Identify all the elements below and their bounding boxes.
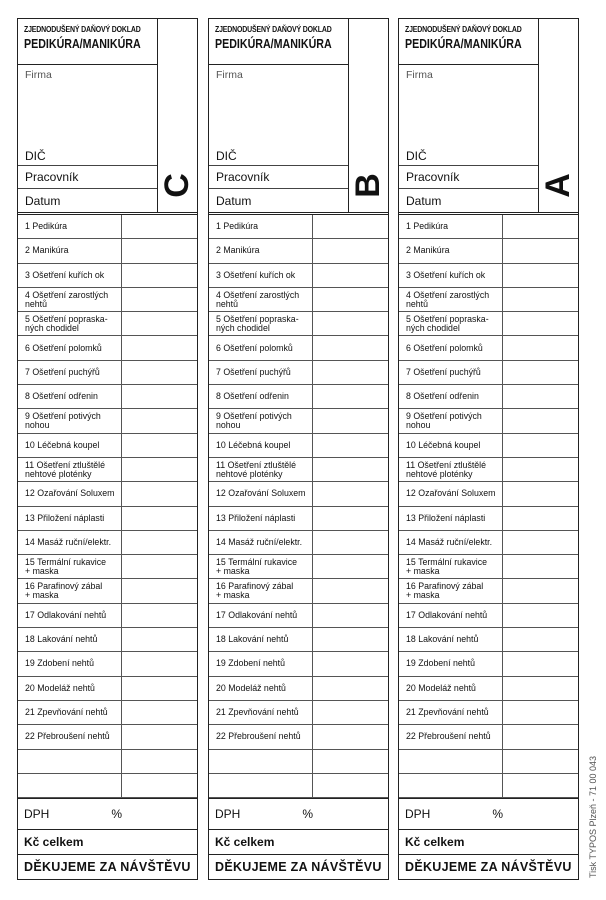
service-label: 4 Ošetření zarostlých nehtů	[209, 288, 313, 311]
service-label: 4 Ošetření zarostlých nehtů	[18, 288, 122, 311]
header	[18, 19, 158, 212]
service-label: 6 Ošetření polomků	[209, 336, 313, 359]
service-list	[399, 215, 578, 798]
receipt-slip-a	[398, 18, 579, 880]
service-label: 10 Léčebná koupel	[209, 434, 313, 457]
service-label: 5 Ošetření popraska- ných chodidel	[209, 312, 313, 335]
service-row	[209, 677, 388, 701]
pracovnik-field[interactable]: Pracovník	[209, 165, 348, 188]
service-amount-field[interactable]	[122, 458, 197, 481]
header	[209, 19, 349, 212]
service-row	[18, 652, 197, 676]
dph-label: DPH	[215, 807, 241, 821]
service-amount-field[interactable]	[503, 482, 578, 505]
service-amount-field[interactable]	[313, 677, 388, 700]
service-row	[399, 288, 578, 312]
service-amount-field[interactable]	[503, 531, 578, 554]
service-label: 17 Odlakování nehtů	[209, 604, 313, 627]
service-amount-field[interactable]	[122, 507, 197, 530]
service-row	[18, 336, 197, 360]
service-row	[18, 482, 197, 506]
total-label: Kč celkem	[24, 835, 84, 849]
service-amount-field[interactable]	[313, 579, 388, 602]
service-amount-field[interactable]	[503, 239, 578, 262]
thanks-text: DĚKUJEME ZA NÁVŠTĚVU	[215, 860, 382, 874]
service-label: 12 Ozařování Soluxem	[18, 482, 122, 505]
service-amount-field[interactable]	[313, 288, 388, 311]
service-amount-field[interactable]	[503, 264, 578, 287]
service-label: 12 Ozařování Soluxem	[209, 482, 313, 505]
service-label: 5 Ošetření popraska- ných chodidel	[399, 312, 503, 335]
service-row	[18, 507, 197, 531]
service-amount-field[interactable]	[503, 774, 578, 797]
service-row	[18, 604, 197, 628]
service-label: 18 Lakování nehtů	[209, 628, 313, 651]
service-amount-field[interactable]	[503, 434, 578, 457]
service-amount-field[interactable]	[313, 604, 388, 627]
service-label: 21 Zpevňování nehtů	[399, 701, 503, 724]
service-row	[209, 336, 388, 360]
service-amount-field[interactable]	[122, 434, 197, 457]
firma-label: Firma	[216, 69, 243, 81]
service-row	[209, 701, 388, 725]
service-label	[399, 774, 503, 797]
service-row	[18, 531, 197, 555]
service-row	[399, 677, 578, 701]
pracovnik-field[interactable]: Pracovník	[399, 165, 538, 188]
dph-label: DPH	[405, 807, 431, 821]
service-amount-field[interactable]	[122, 409, 197, 432]
dic-label: DIČ	[25, 149, 46, 163]
service-row	[209, 458, 388, 482]
service-amount-field[interactable]	[313, 507, 388, 530]
service-amount-field[interactable]	[122, 264, 197, 287]
percent-sign: %	[111, 807, 123, 821]
service-amount-field[interactable]	[313, 434, 388, 457]
service-row	[399, 482, 578, 506]
service-row	[18, 579, 197, 603]
service-amount-field[interactable]	[313, 652, 388, 675]
service-label: 3 Ošetření kuřích ok	[18, 264, 122, 287]
service-row	[209, 264, 388, 288]
service-label: 11 Ošetření ztluštělé nehtové ploténky	[18, 458, 122, 481]
copy-letter: B	[349, 173, 387, 198]
service-row	[209, 434, 388, 458]
service-amount-field[interactable]	[313, 531, 388, 554]
service-label: 19 Zdobení nehtů	[18, 652, 122, 675]
dph-label: DPH	[24, 807, 50, 821]
service-amount-field[interactable]	[313, 555, 388, 578]
service-amount-field[interactable]	[122, 531, 197, 554]
service-amount-field[interactable]	[122, 677, 197, 700]
service-amount-field[interactable]	[313, 725, 388, 748]
service-amount-field[interactable]	[313, 361, 388, 384]
service-label: 20 Modeláž nehtů	[399, 677, 503, 700]
datum-field[interactable]: Datum	[399, 188, 538, 212]
service-row	[209, 750, 388, 774]
dph-row[interactable]	[399, 798, 578, 829]
service-label: 13 Přiložení náplasti	[209, 507, 313, 530]
service-label: 14 Masáž ruční/elektr.	[209, 531, 313, 554]
service-row	[399, 336, 578, 360]
service-row	[399, 652, 578, 676]
service-label: 5 Ošetření popraska- ných chodidel	[18, 312, 122, 335]
service-label: 1 Pedikúra	[209, 215, 313, 238]
service-label: 19 Zdobení nehtů	[209, 652, 313, 675]
service-amount-field[interactable]	[503, 604, 578, 627]
service-row	[18, 458, 197, 482]
service-amount-field[interactable]	[313, 774, 388, 797]
service-amount-field[interactable]	[503, 677, 578, 700]
service-row	[399, 361, 578, 385]
service-row	[399, 701, 578, 725]
service-label: 8 Ošetření odřenin	[399, 385, 503, 408]
service-row	[399, 264, 578, 288]
service-row	[399, 409, 578, 433]
thanks-row	[18, 854, 197, 879]
service-label: 2 Manikúra	[209, 239, 313, 262]
service-amount-field[interactable]	[122, 652, 197, 675]
dic-label: DIČ	[216, 149, 237, 163]
service-label	[18, 750, 122, 773]
service-label: 11 Ošetření ztluštělé nehtové ploténky	[399, 458, 503, 481]
service-amount-field[interactable]	[122, 604, 197, 627]
header	[399, 19, 539, 212]
service-amount-field[interactable]	[503, 701, 578, 724]
service-amount-field[interactable]	[313, 701, 388, 724]
service-label: 8 Ošetření odřenin	[18, 385, 122, 408]
service-row	[209, 652, 388, 676]
service-row	[18, 701, 197, 725]
service-row	[209, 555, 388, 579]
service-label: 3 Ošetření kuřích ok	[209, 264, 313, 287]
service-label: 10 Léčebná koupel	[18, 434, 122, 457]
service-row	[18, 555, 197, 579]
service-label: 21 Zpevňování nehtů	[209, 701, 313, 724]
service-row	[399, 725, 578, 749]
service-amount-field[interactable]	[122, 361, 197, 384]
total-label: Kč celkem	[215, 835, 275, 849]
service-amount-field[interactable]	[122, 579, 197, 602]
service-amount-field[interactable]	[313, 750, 388, 773]
service-label: 2 Manikúra	[18, 239, 122, 262]
copy-letter: C	[158, 173, 196, 198]
dph-row[interactable]	[209, 798, 388, 829]
service-amount-field[interactable]	[122, 482, 197, 505]
service-amount-field[interactable]	[313, 458, 388, 481]
service-row	[399, 239, 578, 263]
service-row	[209, 604, 388, 628]
service-row	[399, 434, 578, 458]
service-amount-field[interactable]	[122, 215, 197, 238]
service-label: 18 Lakování nehtů	[18, 628, 122, 651]
service-row	[209, 361, 388, 385]
service-amount-field[interactable]	[313, 312, 388, 335]
service-label: 16 Parafinový zábal + maska	[209, 579, 313, 602]
service-label: 20 Modeláž nehtů	[209, 677, 313, 700]
service-row	[399, 458, 578, 482]
service-row	[399, 774, 578, 798]
service-row	[18, 409, 197, 433]
total-row[interactable]	[209, 829, 388, 854]
service-label: 22 Přebroušení nehtů	[18, 725, 122, 748]
service-row	[18, 239, 197, 263]
service-amount-field[interactable]	[122, 750, 197, 773]
service-amount-field[interactable]	[313, 409, 388, 432]
service-row	[399, 628, 578, 652]
service-label: 16 Parafinový zábal + maska	[399, 579, 503, 602]
service-amount-field[interactable]	[313, 239, 388, 262]
service-amount-field[interactable]	[313, 482, 388, 505]
service-row	[209, 725, 388, 749]
service-row	[399, 579, 578, 603]
printer-note: Tisk TYPOS Plzeň - 71 00 043	[588, 755, 598, 878]
document-title: PEDIKÚRA/MANIKÚRA	[24, 36, 141, 51]
service-amount-field[interactable]	[503, 361, 578, 384]
service-label: 4 Ošetření zarostlých nehtů	[399, 288, 503, 311]
total-row[interactable]	[399, 829, 578, 854]
service-row	[209, 482, 388, 506]
pracovnik-field[interactable]: Pracovník	[18, 165, 157, 188]
service-label: 14 Masáž ruční/elektr.	[18, 531, 122, 554]
service-amount-field[interactable]	[122, 288, 197, 311]
service-row	[209, 385, 388, 409]
datum-field[interactable]: Datum	[18, 188, 157, 212]
service-label: 15 Termální rukavice + maska	[399, 555, 503, 578]
service-label: 13 Přiložení náplasti	[18, 507, 122, 530]
service-label	[18, 774, 122, 797]
service-amount-field[interactable]	[313, 336, 388, 359]
percent-sign: %	[302, 807, 314, 821]
service-amount-field[interactable]	[122, 725, 197, 748]
service-list	[209, 215, 388, 798]
service-label: 12 Ozařování Soluxem	[399, 482, 503, 505]
service-amount-field[interactable]	[122, 628, 197, 651]
service-label: 8 Ošetření odřenin	[209, 385, 313, 408]
service-row	[209, 579, 388, 603]
service-row	[18, 312, 197, 336]
thanks-row	[399, 854, 578, 879]
datum-field[interactable]: Datum	[209, 188, 348, 212]
service-row	[399, 507, 578, 531]
service-label: 17 Odlakování nehtů	[399, 604, 503, 627]
service-label: 9 Ošetření potivých nohou	[209, 409, 313, 432]
service-row	[399, 385, 578, 409]
service-label: 6 Ošetření polomků	[18, 336, 122, 359]
service-row	[18, 774, 197, 798]
service-row	[18, 725, 197, 749]
service-row	[399, 215, 578, 239]
service-row	[209, 774, 388, 798]
service-amount-field[interactable]	[503, 555, 578, 578]
service-label: 16 Parafinový zábal + maska	[18, 579, 122, 602]
total-row[interactable]	[18, 829, 197, 854]
service-row	[18, 750, 197, 774]
document-title: PEDIKÚRA/MANIKÚRA	[215, 36, 332, 51]
service-label: 6 Ošetření polomků	[399, 336, 503, 359]
dic-label: DIČ	[406, 149, 427, 163]
service-row	[399, 531, 578, 555]
document-subtitle: ZJEDNODUŠENÝ DAŇOVÝ DOKLAD	[405, 24, 522, 34]
percent-sign: %	[492, 807, 504, 821]
service-amount-field[interactable]	[122, 701, 197, 724]
service-label: 9 Ošetření potivých nohou	[399, 409, 503, 432]
service-amount-field[interactable]	[503, 725, 578, 748]
dph-row[interactable]	[18, 798, 197, 829]
service-label: 1 Pedikúra	[18, 215, 122, 238]
service-list	[18, 215, 197, 798]
service-amount-field[interactable]	[122, 312, 197, 335]
service-row	[18, 264, 197, 288]
service-amount-field[interactable]	[503, 458, 578, 481]
service-amount-field[interactable]	[503, 409, 578, 432]
title-box	[209, 19, 348, 65]
total-label: Kč celkem	[405, 835, 465, 849]
service-row	[209, 215, 388, 239]
service-amount-field[interactable]	[313, 264, 388, 287]
thanks-text: DĚKUJEME ZA NÁVŠTĚVU	[24, 860, 191, 874]
service-label: 15 Termální rukavice + maska	[209, 555, 313, 578]
service-amount-field[interactable]	[503, 628, 578, 651]
service-row	[18, 215, 197, 239]
service-label: 14 Masáž ruční/elektr.	[399, 531, 503, 554]
copy-letter: A	[539, 173, 577, 198]
service-amount-field[interactable]	[122, 774, 197, 797]
thanks-text: DĚKUJEME ZA NÁVŠTĚVU	[405, 860, 572, 874]
service-row	[209, 288, 388, 312]
service-label: 7 Ošetření puchýřů	[18, 361, 122, 384]
service-row	[209, 628, 388, 652]
service-label: 18 Lakování nehtů	[399, 628, 503, 651]
service-row	[209, 409, 388, 433]
service-row	[209, 531, 388, 555]
service-amount-field[interactable]	[503, 215, 578, 238]
service-amount-field[interactable]	[122, 239, 197, 262]
document-subtitle: ZJEDNODUŠENÝ DAŇOVÝ DOKLAD	[24, 24, 141, 34]
title-box	[18, 19, 157, 65]
receipt-slip-b	[208, 18, 389, 880]
service-amount-field[interactable]	[503, 312, 578, 335]
receipt-slip-c	[17, 18, 198, 880]
service-label: 22 Přebroušení nehtů	[209, 725, 313, 748]
service-row	[399, 604, 578, 628]
service-label	[399, 750, 503, 773]
service-label: 22 Přebroušení nehtů	[399, 725, 503, 748]
service-amount-field[interactable]	[122, 336, 197, 359]
service-amount-field[interactable]	[122, 555, 197, 578]
service-label: 19 Zdobení nehtů	[399, 652, 503, 675]
service-amount-field[interactable]	[313, 215, 388, 238]
service-amount-field[interactable]	[313, 628, 388, 651]
service-label: 17 Odlakování nehtů	[18, 604, 122, 627]
service-amount-field[interactable]	[503, 579, 578, 602]
service-row	[18, 434, 197, 458]
service-row	[209, 312, 388, 336]
service-row	[18, 288, 197, 312]
service-amount-field[interactable]	[122, 385, 197, 408]
service-label: 11 Ošetření ztluštělé nehtové ploténky	[209, 458, 313, 481]
service-label: 2 Manikúra	[399, 239, 503, 262]
thanks-row	[209, 854, 388, 879]
service-row	[209, 507, 388, 531]
service-amount-field[interactable]	[503, 385, 578, 408]
service-row	[18, 677, 197, 701]
service-amount-field[interactable]	[313, 385, 388, 408]
firma-label: Firma	[406, 69, 433, 81]
service-label: 7 Ošetření puchýřů	[399, 361, 503, 384]
service-amount-field[interactable]	[503, 652, 578, 675]
service-amount-field[interactable]	[503, 288, 578, 311]
service-amount-field[interactable]	[503, 336, 578, 359]
service-row	[399, 312, 578, 336]
service-label: 20 Modeláž nehtů	[18, 677, 122, 700]
service-amount-field[interactable]	[503, 507, 578, 530]
service-amount-field[interactable]	[503, 750, 578, 773]
document-subtitle: ZJEDNODUŠENÝ DAŇOVÝ DOKLAD	[215, 24, 332, 34]
service-label	[209, 750, 313, 773]
service-row	[399, 555, 578, 579]
firma-label: Firma	[25, 69, 52, 81]
service-row	[399, 750, 578, 774]
service-label: 7 Ošetření puchýřů	[209, 361, 313, 384]
title-box	[399, 19, 538, 65]
document-title: PEDIKÚRA/MANIKÚRA	[405, 36, 522, 51]
service-label: 1 Pedikúra	[399, 215, 503, 238]
service-row	[18, 361, 197, 385]
service-label: 3 Ošetření kuřích ok	[399, 264, 503, 287]
service-label: 15 Termální rukavice + maska	[18, 555, 122, 578]
service-label: 9 Ošetření potivých nohou	[18, 409, 122, 432]
service-label: 13 Přiložení náplasti	[399, 507, 503, 530]
service-label: 10 Léčebná koupel	[399, 434, 503, 457]
service-row	[18, 385, 197, 409]
service-label	[209, 774, 313, 797]
service-label: 21 Zpevňování nehtů	[18, 701, 122, 724]
service-row	[18, 628, 197, 652]
service-row	[209, 239, 388, 263]
